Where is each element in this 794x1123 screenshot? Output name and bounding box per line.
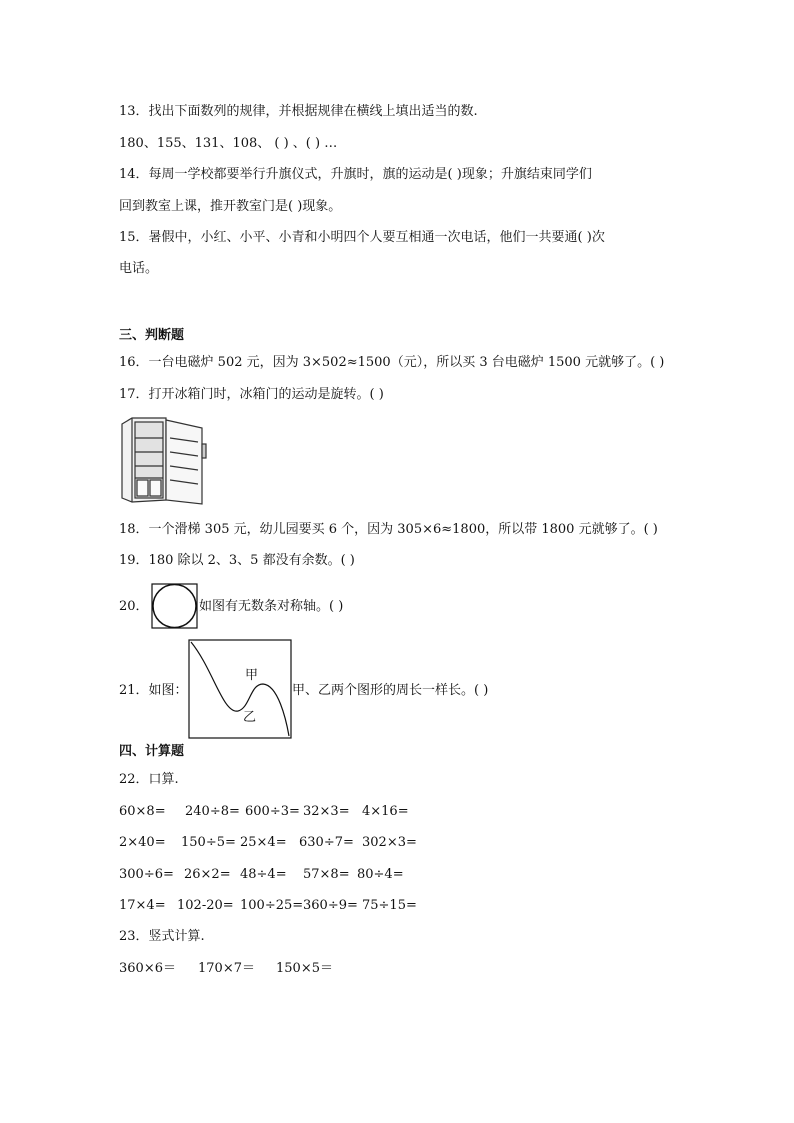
calc-item: 600÷3= [245,804,300,819]
q20-text: 如图有无数条对称轴。( ) [199,599,344,614]
calc-item: 75÷15= [362,898,417,913]
calc-item: 26×2= [184,867,231,882]
q19-text: 19．180 除以 2、3、5 都没有余数。( ) [119,553,355,568]
q22-title: 22．口算. [119,772,179,787]
q16-text: 16．一台电磁炉 502 元，因为 3×502≈1500（元），所以买 3 台电磁炉 1500 元就够了。( ) [119,355,665,370]
q20-number: 20． [119,599,149,614]
vertical-calc-item: 170×7＝ [198,961,255,976]
q14-line2: 回到教室上课，推开教室门是( )现象。 [119,199,342,214]
section-4-heading: 四、计算题 [119,744,185,759]
calc-item: 302×3= [362,835,417,850]
calc-item: 25×4= [240,835,287,850]
calc-item: 102-20= [177,898,234,913]
q23-title: 23．竖式计算. [119,929,205,944]
circle-in-square-figure [151,583,198,629]
section-3-heading: 三、判断题 [119,328,185,343]
calc-item: 48÷4= [240,867,287,882]
calc-item: 150÷5= [181,835,236,850]
calc-item: 360÷9= [303,898,358,913]
calc-item: 300÷6= [119,867,174,882]
q21-text: 甲、乙两个图形的周长一样长。( ) [292,683,489,698]
calc-item: 4×16= [362,804,409,819]
calc-item: 60×8= [119,804,166,819]
calc-item: 100÷25= [240,898,304,913]
label-jia: 甲 [245,668,259,683]
refrigerator-image [120,416,210,506]
calc-item: 57×8= [303,867,350,882]
q14-line1: 14．每周一学校都要举行升旗仪式，升旗时，旗的运动是( )现象；升旗结束同学们 [119,167,592,182]
q15-line2: 电话。 [119,261,159,276]
q17-text: 17．打开冰箱门时，冰箱门的运动是旋转。( ) [119,387,384,402]
q15-line1: 15．暑假中，小红、小平、小青和小明四个人要互相通一次电话，他们一共要通( )次 [119,230,605,245]
q13-text: 13．找出下面数列的规律，并根据规律在横线上填出适当的数. [119,104,478,119]
calc-item: 32×3= [303,804,350,819]
label-yi: 乙 [243,710,257,725]
q18-text: 18．一个滑梯 305 元，幼儿园要买 6 个，因为 305×6≈1800，所以带 1800 元就够了。( ) [119,522,658,537]
q21-number: 21．如图： [119,683,188,698]
calc-item: 80÷4= [357,867,404,882]
calc-item: 240÷8= [185,804,240,819]
jia-yi-figure [188,639,292,739]
q13-sequence: 180、155、131、108、 ( ) 、( ) … [119,136,338,151]
vertical-calc-item: 360×6＝ [119,961,176,976]
calc-item: 2×40= [119,835,166,850]
vertical-calc-item: 150×5＝ [276,961,333,976]
calc-item: 630÷7= [299,835,354,850]
calc-item: 17×4= [119,898,166,913]
